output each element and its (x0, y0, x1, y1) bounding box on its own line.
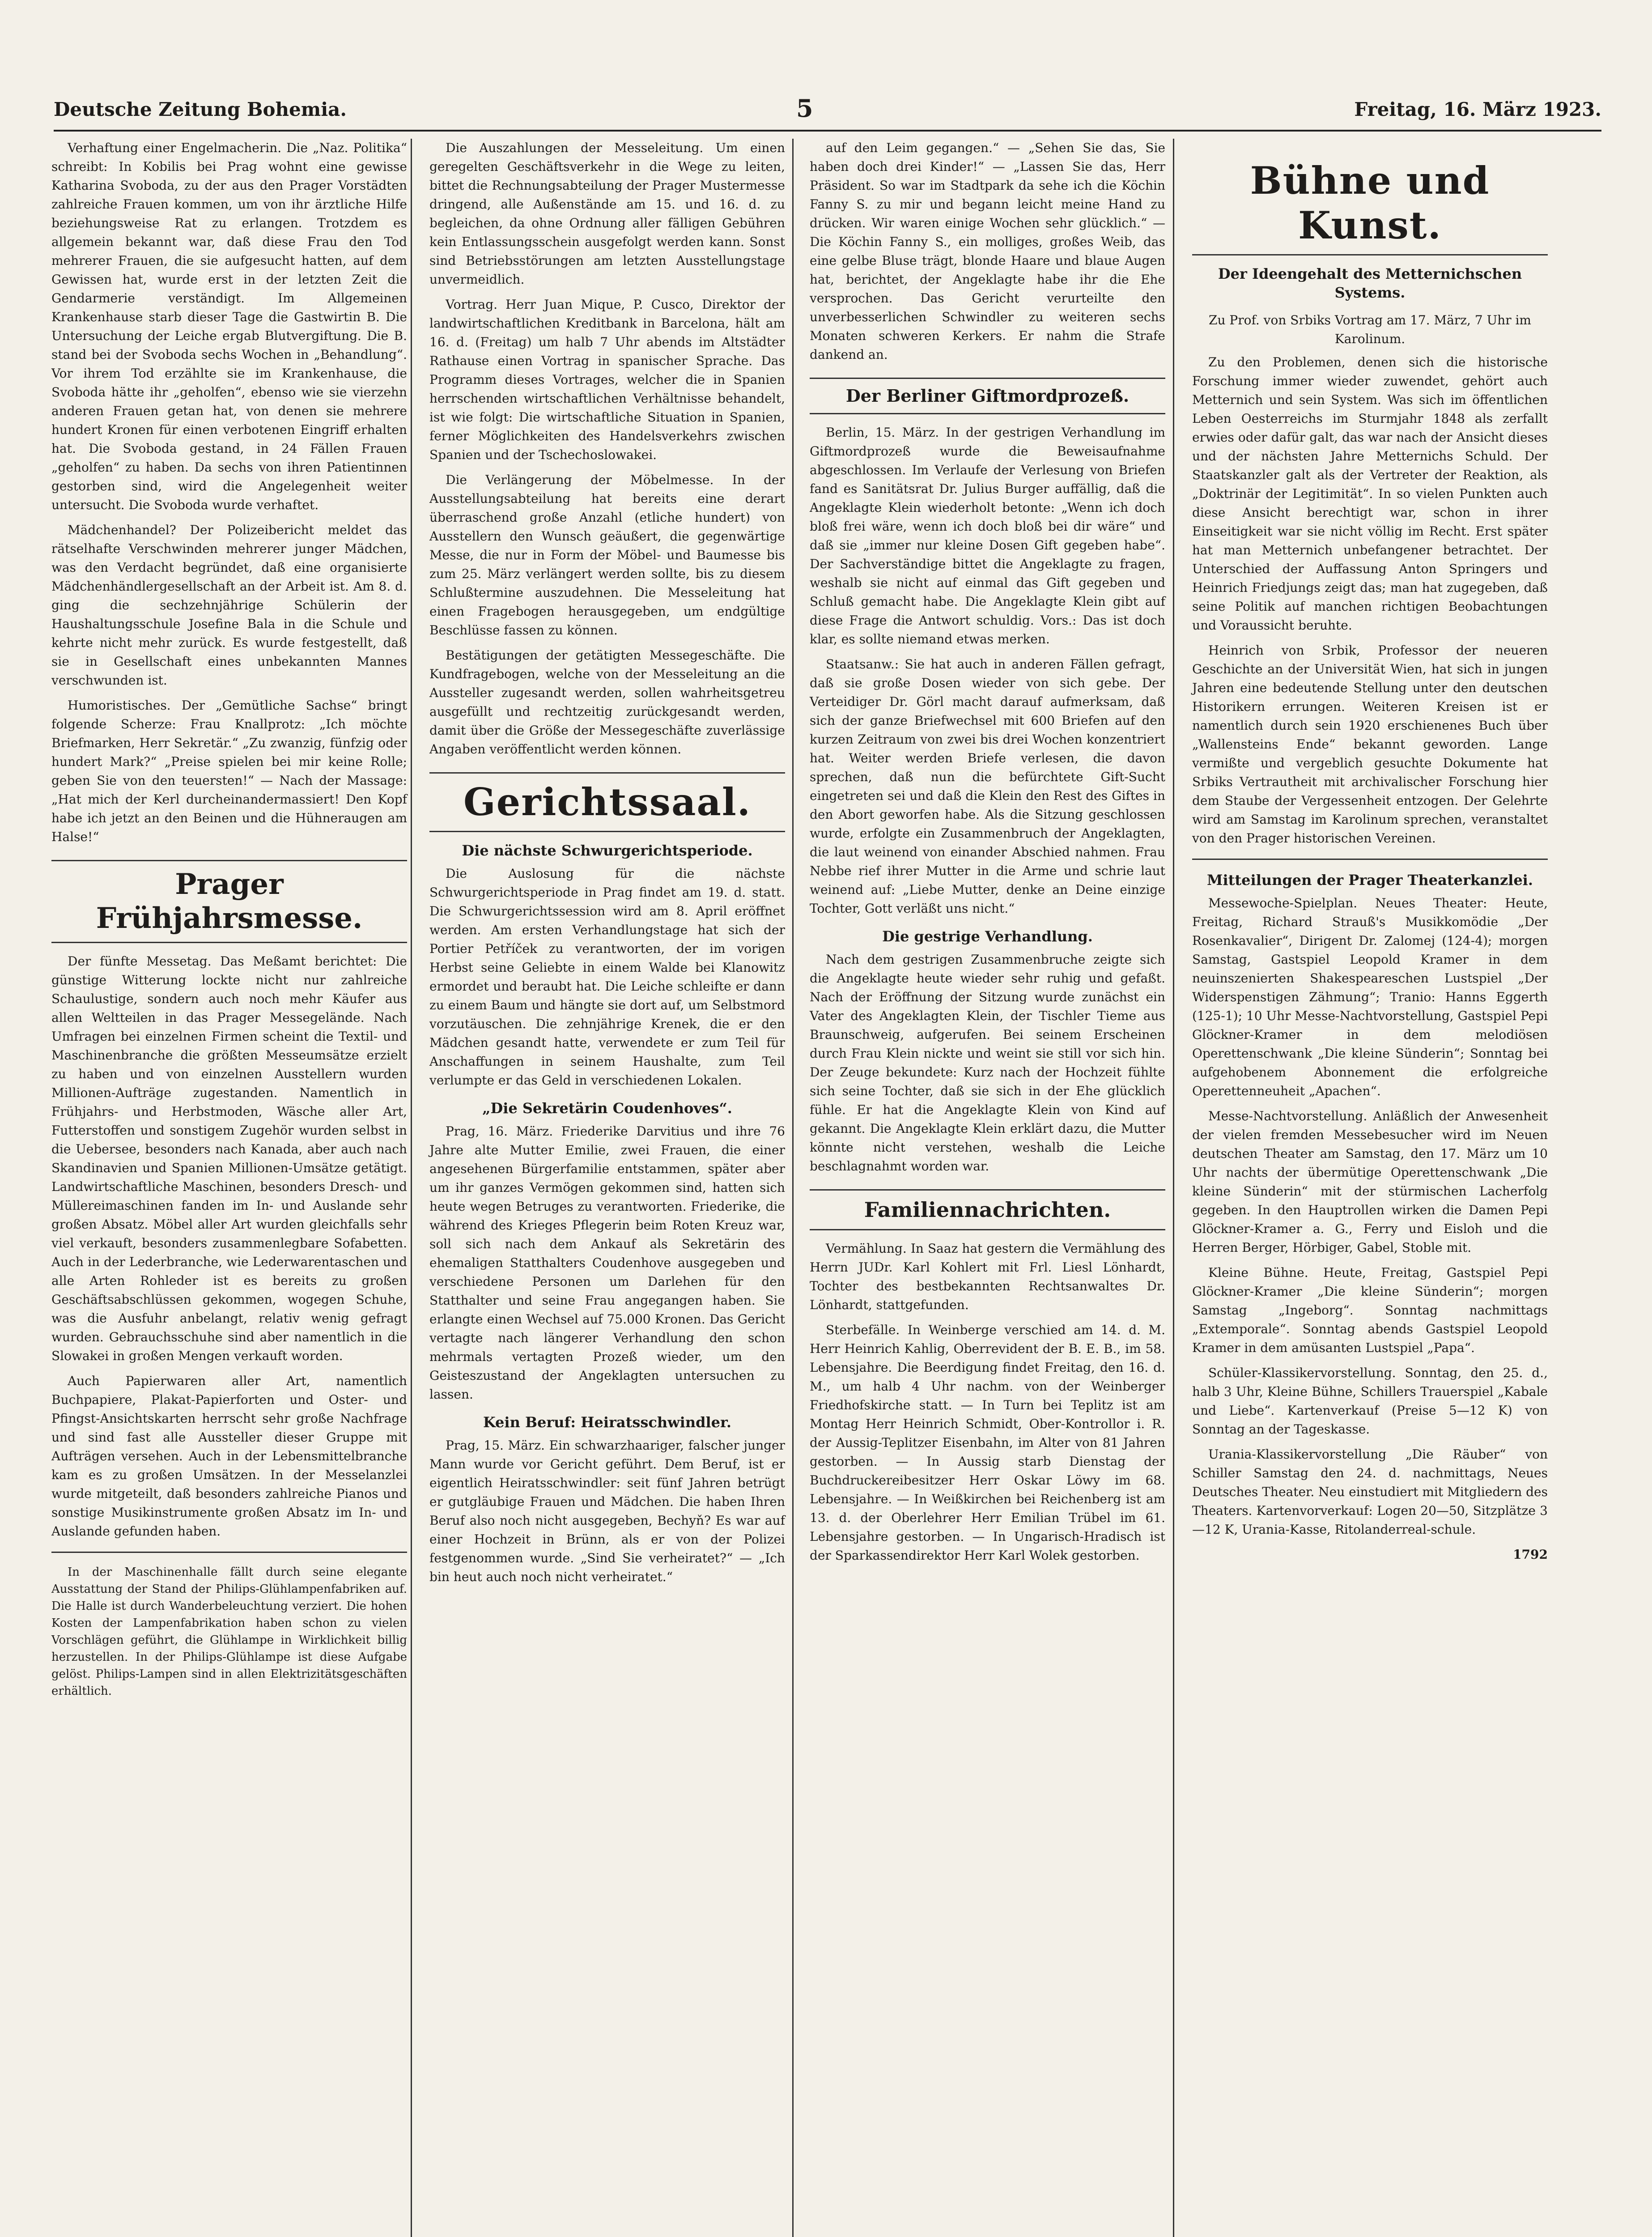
column-rule (1173, 139, 1174, 2237)
article-klassikervorstellung: Schüler-Klassikervorstellung. Sonntag, den 25. d., halb 3 Uhr, Kleine Bühne, Schillers Trauerspiel „Kabale und Liebe“. Kartenverkauf (Preise 5—12 K) von Sonntag an der Tageskasse. (1192, 1365, 1548, 1437)
subheading-gestrige-verhandlung: Die gestrige Verhandlung. (882, 928, 1093, 945)
subheading-sekretaerin: „Die Sekretärin Coudenhoves“. (482, 1100, 732, 1117)
article-sterbefaelle: Sterbefälle. In Weinberge verschied am 14. d. M. Herr Heinrich Kahlig, Oberrevident der B. E. B., im 58. Lebensjahre. Die Beerdigung findet Freitag, den 16. d. M., um halb 4 Uhr nachm. von der Weinberger Friedhofskirche statt. — In Turn bei Teplitz ist am Montag Herr Heinrich Schmidt, Ober-Kontrollor i. R. der Aussig-Teplitzer Eisenbahn, im Alter von 81 Jahren gestorben. — In Aussig starb Dienstag der Buchdruckereibesitzer Herr Oskar Löwy im 68. Lebensjahre. — In Weißkirchen bei Reichenberg ist am 13. d. der Oberlehrer Herr Emilian Trübel im 61. Lebensjahre gestorben. — In Ungarisch-Hradisch ist der Sparkassendirektor Herr Karl Wolek gestorben. (810, 1323, 1165, 1563)
column-2 (429, 139, 785, 1593)
divider (1192, 859, 1548, 860)
article-vortrag: Vortrag. Herr Juan Mique, P. Cusco, Direktor der landwirtschaftlichen Kreditbank in Barcelona, hält am 16. d. (Freitag) um halb 7 Uhr abends im Altstädter Rathause einen Vortrag in spanischer Sprache. Das Programm dieses Vortrages, welcher die in Spanien herrschenden wirtschaftlichen Verhältnisse behandelt, ist wie folgt: Die wirtschaftliche Situation in Spanien, ferner Möglichkeiten des Handelsverkehrs zwischen Spanien und der Tschechoslowakei. (429, 297, 785, 462)
article-heiratsschwindler-cont: auf den Leim gegangen.“ — „Sehen Sie das, Sie haben doch drei Kinder!“ — „Lassen Sie das, Herr Präsident. So war im Stadtpark da sehe ich die Köchin Fanny S. zu mir und begann leicht meine Hand zu drücken. Wir waren einige Wochen sehr glücklich.“ — Die Köchin Fanny S., ein molliges, großes Weib, das eine gelbe Bluse trägt, blonde Haare und blaue Augen hat, berichtet, der Angeklagte habe ihr die Ehe versprochen. Das Gericht verurteilte den unverbesserlichen Schwindler zu weiteren sechs Monaten schweren Kerkers. Er nahm die Strafe dankend an. (810, 140, 1165, 362)
issue-date: Freitag, 16. März 1923. (1354, 98, 1601, 120)
section-heading-familiennachrichten: Familiennachrichten. (810, 1189, 1165, 1230)
subheading-schwurgerichtsperiode: Die nächste Schwurgerichtsperiode. (462, 842, 753, 859)
article-spielplan: Messewoche-Spielplan. Neues Theater: Heute, Freitag, Richard Strauß's Musikkomödie „Der Rosenkavalier“, Dirigent Dr. Zalomej (124-4); morgen Samstag, Gastspiel Leopold Kramer in dem neuinszenierten Shakespeareschen Lustspiel „Der Widerspenstigen Zähmung“; Tranio: Hanns Eggerth (125-1); 10 Uhr Messe-Nachtvorstellung, Gastspiel Pepi Glöckner-Kramer in dem melodiösen Operettenschwank „Die kleine Sünderin“; Sonntag bei aufgehobenem Abonnement die erfolgreiche Operettenneuheit „Apachen“. (1192, 896, 1548, 1098)
section-heading-fruehjahrsmesse: Prager Frühjahrsmesse. (51, 860, 407, 943)
masthead (54, 94, 1601, 132)
article-vermaehlung: Vermählung. In Saaz hat gestern die Vermählung des Herrn JUDr. Karl Kohlert mit Frl. Liesl Lönhardt, Tochter des bestbekannten Rechtsanwaltes Dr. Lönhardt, stattgefunden. (810, 1241, 1165, 1312)
column-1 (51, 139, 407, 1706)
divider (51, 1552, 407, 1553)
column-4 (1192, 139, 1548, 1564)
subheading-theaterkanzlei: Mitteilungen der Prager Theaterkanzlei. (1207, 872, 1533, 889)
article-humoristisches: Humoristisches. Der „Gemütliche Sachse“ bringt folgende Scherze: Frau Knallprotz: „Ich möchte Briefmarken, Herr Sekretär.“ „Zu zwanzig, fünfzig oder hundert Mark?“ „Preise spielen bei mir keine Rolle; geben Sie von den teuersten!“ — Nach der Massage: „Hat mich der Kerl durcheinandermassiert! Den Kopf habe ich jetzt an den Beinen und die Hühneraugen am Halse!“ (51, 698, 407, 844)
section-heading-gerichtssaal: Gerichtssaal. (429, 772, 785, 832)
article-maedchenhandel: Mädchenhandel? Der Polizeibericht meldet das rätselhafte Verschwinden mehrerer junger Mädchen, was den Verdacht begründet, daß eine organisierte Mädchenhändlergesellschaft an der Arbeit ist. Am 8. d. ging die sechzehnjährige Schülerin der Haushaltungsschule Josefine Bala in die Schule und kehrte nicht mehr zurück. Es wurde festgestellt, daß sie in Gesellschaft eines unbekannten Mannes verschwunden ist. (51, 523, 407, 688)
page-number: 5 (796, 94, 813, 123)
page-footer-number: 1792 (1513, 1547, 1548, 1562)
column-rule (792, 139, 794, 2237)
article-schwurgericht: Die Auslosung für die nächste Schwurgerichtsperiode in Prag findet am 19. d. statt. Die Schwurgerichtssession wird am 8. April eröffnet werden. Am ersten Verhandlungstage hat sich der Portier Petříček zu verantworten, der im vorigen Herbst seine Geliebte in einem Walde bei Klanowitz ermordet und beraubt hat. Die Leiche schleifte er dann zu einem Baum und hängte sie dort auf, um Selbstmord vorzutäuschen. Die zehnjährige Krenek, die er den Mädchen gesandt hatte, verwendete er zum Teil für Anschaffungen in seinem Haushalte, zum Teil verlumpte er das Geld in verschiedenen Lokalen. (429, 866, 785, 1088)
article-nachtvorstellung: Messe-Nachtvorstellung. Anläßlich der Anwesenheit der vielen fremden Messebesucher wird im Neuen deutschen Theater am Samstag, den 17. März um 10 Uhr nachts der übermütige Operettenschwank „Die kleine Sünderin“ mit der stürmischen Lacherfolg gegeben. In den Hauptrollen wirken die Damen Pepi Glöckner-Kramer a. G., Ferry und Eisloh und die Herren Berger, Hörbiger, Gabel, Stoble mit. (1192, 1109, 1548, 1255)
newspaper-name: Deutsche Zeitung Bohemia. (54, 98, 347, 120)
article-messetag-cont: Auch Papierwaren aller Art, namentlich Buchpapiere, Plakat-Papierforten und Oster- und Pfingst-Ansichtskarten herrscht sehr große Nachfrage und sind fast alle Aussteller dieser Gruppe mit Aufträgen versehen. Auch in der Lebensmittelbranche kam es zu großen Umsätzen. In der Messelanzlei wurde mitgeteilt, daß besonders zahlreiche Pianos und sonstige Musikinstrumente großen Absatz im In- und Auslande gefunden haben. (51, 1374, 407, 1539)
article-giftmord-cont: Staatsanw.: Sie hat auch in anderen Fällen gefragt, daß sie große Dosen wieder von sich gebe. Der Verteidiger Dr. Görl macht darauf aufmerksam, daß sich der ganze Briefwechsel mit 600 Briefen auf den kurzen Zeitraum von zwei bis drei Wochen konzentriert hat. Weiter werden Briefe verlesen, die davon sprechen, daß nun die befürchtete Gift-Sucht eingetreten sei und daß die Klein den Rest des Giftes in den Abort geworfen habe. Als die Sitzung geschlossen wurde, erfolgte ein Zusammenbruch der Angeklagten, die laut weinend von einander Abschied nahmen. Frau Nebbe rief ihrer Mutter in die Arme und schrie laut weinend auf: „Liebe Mutter, denke an Deine einzige Tochter, Gott verläßt uns nicht.“ (810, 657, 1165, 916)
article-kleine-buehne: Kleine Bühne. Heute, Freitag, Gastspiel Pepi Glöckner-Kramer „Die kleine Sünderin“; morgen Samstag „Ingeborg“. Sonntag nachmittags „Extemporale“. Sonntag abends Gastspiel Leopold Kramer in dem amüsanten Lustspiel „Papa“. (1192, 1265, 1548, 1355)
article-messetag: Der fünfte Messetag. Das Meßamt berichtet: Die günstige Witterung lockte nicht nur zahlreiche Schaulustige, sondern auch noch mehr Käufer aus allen Weltteilen in das Prager Messegelände. Nach Umfragen bei einzelnen Firmen scheint die Textil- und Maschinenbranche die größten Messeumsätze erzielt zu haben und von einzelnen Ausstellern wurden Millionen-Aufträge zugestanden. Namentlich in Frühjahrs- und Herbstmoden, Wäsche aller Art, Futterstoffen und sonstigem Zugehör wurden selbst in die Uebersee, besonders nach Kanada, aber auch nach Skandinavien und Spanien Millionen-Umsätze getätigt. Landwirtschaftliche Maschinen, besonders Dresch- und Müllereimaschinen fanden im In- und Auslande sehr großen Absatz. Möbel aller Art wurden gleichfalls sehr viel verkauft, besonders zusammenlegbare Sofabetten. Auch in der Lederbranche, wie Lederwarentaschen und alle Arten Rohleder ist es bereits zu großen Geschäftsabschlüssen gekommen, wogegen Schuhe, was die Ausfuhr anbelangt, relativ wenig gefragt wurden. Gebrauchsschuhe sind aber namentlich in die Slowakei in großen Mengen verkauft worden. (51, 954, 407, 1363)
article-sekretaerin: Prag, 16. März. Friederike Darvitius und ihre 76 Jahre alte Mutter Emilie, zwei Frauen, die einer angesehenen Bürgerfamilie entstammen, später aber um ihr ganzes Vermögen gekommen sind, hatten sich heute wegen Betruges zu verantworten. Friederike, die während des Krieges Pflegerin beim Roten Kreuz war, soll sich nach dem Ankauf als Sekretärin des ehemaligen Statthalters Coudenhove ausgegeben und verschiedene Personen um Darlehen für den Statthalter und seine Frau angegangen haben. Sie erlangte einen Wechsel auf 75.000 Kronen. Das Gericht vertagte nach längerer Verhandlung den schon mehrmals vertagten Prozeß wieder, um den Geisteszustand der Angeklagten untersuchen zu lassen. (429, 1124, 785, 1402)
article-urania: Urania-Klassikervorstellung „Die Räuber“ von Schiller Samstag den 24. d. nachmittags, Neues Deutsches Theater. Neu einstudiert mit Mitgliedern des Theaters. Kartenvorverkauf: Logen 20—50, Sitzplätze 3—12 K, Urania-Kasse, Ritolanderreal-schule. (1192, 1447, 1548, 1537)
column-rule (411, 139, 412, 2237)
column-3 (810, 139, 1165, 1571)
article-moebelmesse: Die Verlängerung der Möbelmesse. In der Ausstellungsabteilung hat bereits eine derart überraschend große Anzahl (etliche hundert) von Ausstellern den Wunsch geäußert, die gegenwärtige Messe, die nur in Form der Möbel- und Baumesse bis zum 25. März verlängert werden sollte, bis zu diesem Schlußtermine auszudehnen. Die Messeleitung hat einen Fragebogen herausgegeben, um endgültige Beschlüsse fassen zu können. (429, 472, 785, 638)
article-metternich: Zu den Problemen, denen sich die historische Forschung immer wieder zuwendet, gehört auch Metternich und sein System. Was sich im öffentlichen Leben Oesterreichs im Sturmjahr 1848 als zerfallt erwies oder dafür galt, das war nach der Ansicht dieses und der nächsten Jahre Metternichs Schuld. Der Staatskanzler galt als der Vertreter der Reaktion, als „Doktrinär der Legitimität“. In so vielen Punkten auch diese Ansicht berechtigt war, schon in ihrer Einseitigkeit war sie nicht völlig im Recht. Erst später hat man Metternich unbefangener betrachtet. Der Unterschied der Auffassung Anton Springers und Heinrich Friedjungs zeigt das; man hat zugegeben, daß seine Politik auf manchen richtigen Beobachtungen und Voraussicht beruhte. (1192, 355, 1548, 633)
article-srbik: Heinrich von Srbik, Professor der neueren Geschichte an der Universität Wien, hat sich in jungen Jahren eine bedeutende Stellung unter den deutschen Historikern errungen. Weiteren Kreisen ist er namentlich durch sein 1920 erschienenes Buch über „Wallensteins Ende“ bekannt geworden. Lange vermißte und vergeblich gesuchte Dokumente hat Srbiks Vertrautheit mit archivalischer Forschung hier dem Staube der Vergessenheit entzogen. Der Gelehrte wird am Samstag im Karolinum sprechen, veranstaltet von den Prager historischen Vereinen. (1192, 643, 1548, 846)
section-heading-giftmordprozess: Der Berliner Giftmordprozeß. (810, 378, 1165, 414)
article-bestaetigungen: Bestätigungen der getätigten Messegeschäfte. Die Kundfragebogen, welche von der Messeleitung an die Aussteller zugesandt werden, sollen wahrheitsgetreu ausgefüllt und rechtzeitig zurückgesandt werden, damit über die Größe der Messegeschäfte zuverlässige Angaben veröffentlicht werden können. (429, 648, 785, 757)
article-heiratsschwindler: Prag, 15. März. Ein schwarzhaariger, falscher junger Mann wurde vor Gericht geführt. Dem Beruf, ist er eigentlich Heiratsschwindler: seit fünf Jahren betrügt er gutgläubige Frauen und Mädchen. Die haben Ihren Beruf also noch nicht ausgegeben, Bechyň? Es war auf einer Hochzeit in Brünn, als er von der Polizei festgenommen wurde. „Sind Sie verheiratet?“ — „Ich bin heut auch noch nicht verheiratet.“ (429, 1438, 785, 1584)
subheading-metternich: Der Ideengehalt des Metternichschen Systems. (1218, 265, 1522, 301)
subheading-srbik-vortrag: Zu Prof. von Srbiks Vortrag am 17. März, 7 Uhr im Karolinum. (1209, 313, 1531, 346)
subheading-heiratsschwindler: Kein Beruf: Heiratsschwindler. (483, 1414, 732, 1431)
article-auszahlungen: Die Auszahlungen der Messeleitung. Um einen geregelten Geschäftsverkehr in die Wege zu leiten, bittet die Rechnungsabteilung der Prager Mustermesse dringend, alle Außenstände am 15. und 16. d. zu begleichen, da ohne Ordnung aller fälligen Gebühren kein Entlassungsschein ausgefolgt werden kann. Sonst sind Betriebsstörungen am letzten Ausstellungstage unvermeidlich. (429, 140, 785, 287)
article-engelmacherin: Verhaftung einer Engelmacherin. Die „Naz. Politika“ schreibt: In Kobilis bei Prag wohnt eine gewisse Katharina Svoboda, zu der aus den Prager Vorstädten zahlreiche Frauen kommen, um von ihr ärztliche Hilfe beziehungsweise Rat zu erlangen. Trotzdem es allgemein bekannt war, daß diese Frau den Tod mehrerer Frauen, die sie aufgesucht hatten, auf dem Gewissen hat, wurde erst in der letzten Zeit die Gendarmerie verständigt. Im Allgemeinen Krankenhause starb dieser Tage die Gastwirtin B. Die Untersuchung der Leiche ergab Blutvergiftung. Die B. stand bei der Svoboda sechs Wochen in „Behandlung“. Vor ihrem Tod erzählte sie im Krankenhause, die Svoboda hätte ihr „geholfen“, ebenso wie sie vierzehn anderen Frauen getan hat, von denen sie mehrere hundert Kronen für einen verbotenen Eingriff erhalten hat. Die Svoboda gestand, in 24 Fällen Frauen „geholfen“ zu haben. Da sechs von ihren Patientinnen gestorben sind, wird die Angelegenheit weiter untersucht. Die Svoboda wurde verhaftet. (51, 140, 407, 512)
article-philips: In der Maschinenhalle fällt durch seine elegante Ausstattung der Stand der Philips-Glühlampenfabriken auf. Die Halle ist durch Wanderbeleuchtung verziert. Die hohen Kosten der Lampenfabrikation haben schon zu vielen Vorschlägen geführt, die Glühlampe in Wirklichkeit billig herzustellen. In der Philips-Glühlampe ist diese Aufgabe gelöst. Philips-Lampen sind in allen Elektrizitätsgeschäften erhältlich. (51, 1565, 407, 1698)
article-verhandlung: Nach dem gestrigen Zusammenbruche zeigte sich die Angeklagte heute wieder sehr ruhig und gefaßt. Nach der Eröffnung der Sitzung wurde zunächst ein Vater des Angeklagten Klein, der Tischler Tieme aus Braunschweig, aufgerufen. Bei seinem Erscheinen durch Frau Klein nickte und weint sie still vor sich hin. Der Zeuge bekundete: Kurz nach der Hochzeit fühlte sich seine Tochter, daß sie sich in der Ehe glücklich fühle. Er hat die Angeklagte Klein von Kind auf gekannt. Die Angeklagte Klein erklärt dazu, die Mutter könnte nicht verstehen, weshalb die Leiche beschlagnahmt worden war. (810, 952, 1165, 1174)
section-heading-buehne-kunst: Bühne und Kunst. (1192, 152, 1548, 255)
article-giftmord: Berlin, 15. März. In der gestrigen Verhandlung im Giftmordprozeß wurde die Beweisaufnahme abgeschlossen. Im Verlaufe der Verlesung von Briefen fand es Sanitätsrat Dr. Julius Burger auffällig, daß die Angeklagte Klein wiederholt betonte: „Wenn ich doch bloß frei wäre, wenn ich doch bloß bei dir wäre“ und daß sie „immer nur kleine Dosen Gift gegeben habe“. Der Sachverständige bittet die Angeklagte zu fragen, weshalb sie nicht auf einmal das Gift gegeben und Schluß gemacht habe. Die Angeklagte Klein gibt auf diese Frage die Antwort schuldig. Vors.: Das ist doch klar, es sollte niemand etwas merken. (810, 425, 1165, 646)
